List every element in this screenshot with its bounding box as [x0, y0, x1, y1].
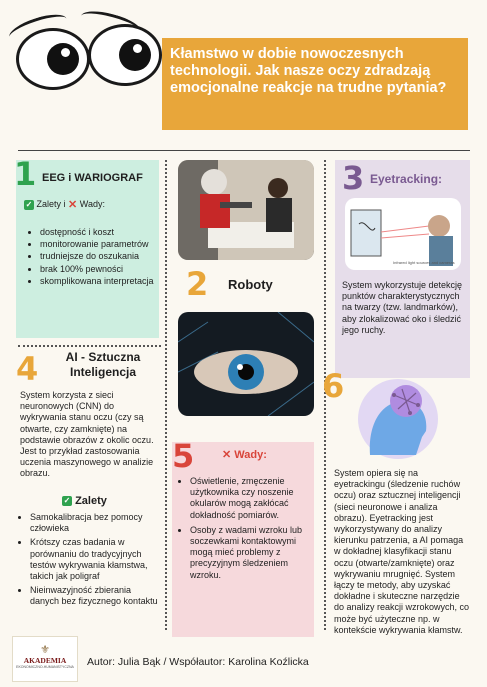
divider: [18, 345, 161, 347]
right-eye-icon: [88, 24, 162, 86]
diagram-caption: Infrared light sources and cameras: [393, 260, 455, 265]
list-item: • skomplikowana interpretacja: [40, 276, 156, 287]
list-item: • Oświetlenie, zmęczenie użytkownika czy noszenie okularów mogą zakłócać dokładność pomiarów.: [190, 476, 310, 521]
divider: [18, 150, 470, 151]
list-item: • Krótszy czas badania w porównaniu do tradycyjnych testów wykrywania kłamstwa, takich jak poligraf: [30, 537, 162, 582]
eye-photo: [178, 312, 314, 416]
pros-list: [18, 512, 162, 609]
page-title: Kłamstwo w dobie nowoczesnych technologii. Jak nasze oczy zdradzają emocjonalne reakcje na trudne pytania?: [162, 38, 468, 130]
cross-icon: ✕: [68, 198, 78, 211]
list-item: • monitorowanie parametrów: [40, 239, 156, 250]
section-title: Roboty: [228, 277, 273, 292]
section-number: 6: [322, 367, 345, 405]
left-eye-icon: [16, 28, 90, 90]
check-icon: ✓: [25, 199, 33, 209]
robot-photo: [178, 160, 314, 260]
section-title: AI - Sztuczna Inteligencja: [65, 350, 141, 379]
list-item: • dostępność i koszt: [40, 227, 156, 238]
eeg-list: [28, 227, 156, 288]
list-item: • Samokalibracja bez pomocy człowieka: [30, 512, 162, 534]
divider: [165, 160, 167, 630]
section-number: 3: [342, 159, 365, 197]
list-item: • brak 100% pewności: [40, 264, 156, 275]
section-title: Eyetracking:: [370, 172, 443, 186]
section-number: 2: [186, 265, 209, 303]
cross-icon: ✕: [222, 449, 232, 462]
list-item: • Osoby z wadami wzroku lub soczewkami kontaktowymi mogą mieć problemy z precyzyjnym śledzeniem wzroku.: [190, 525, 310, 581]
ai-head-illustration: [350, 375, 440, 465]
pros-heading: ✓ Zalety: [63, 495, 107, 507]
check-icon: ✓: [63, 496, 71, 506]
academy-logo: ⚜ AKADEMIA EKONOMICZNO-HUMANISTYCZNA: [12, 636, 78, 682]
section-title: ✕ Wady:: [222, 449, 267, 462]
section-title: EEG i WARIOGRAF: [42, 172, 143, 184]
cartoon-eyes: [0, 0, 170, 100]
logo-subtitle: EKONOMICZNO-HUMANISTYCZNA: [16, 665, 74, 669]
pros-cons-label: ✓ Zalety i ✕ Wady:: [25, 198, 105, 211]
section-number: 4: [16, 350, 39, 388]
authors: Autor: Julia Bąk / Współautor: Karolina Koźlicka: [87, 656, 309, 668]
section-text: System wykorzystuje detekcję punktów charakterystycznych na twarzy (tzw. landmarków), aby zlokalizować oko i śledzić jego ruchy.: [342, 280, 463, 335]
section-text: System korzysta z sieci neuronowych (CNN) do wykrywania stanu oczu (czy są otwarte, czy zamknięte) na podstawie obrazów z okolic oczu. Jest to przykład zastosowania uczenia maszynowego w analizie obrazu.: [20, 390, 154, 479]
section-number: 1: [14, 155, 37, 193]
section-number: 5: [172, 437, 195, 475]
cons-list: [178, 476, 310, 582]
list-item: • Nieinwazyjność zbierania danych bez fizycznego kontaktu: [30, 585, 162, 607]
list-item: • trudniejsze do oszukania: [40, 251, 156, 262]
section-text: System opiera się na eyetrackingu (śledzenie ruchów oczu) oraz sztucznej inteligencji (sieci neuronowe i analiza obrazu). Eyetracking jest wykorzystywany do analizy kierunku patrzenia, a AI pomaga w dokładnej klasyfikacji stanu oczu (otwarte/zamknięte) oraz wykrywaniu mrugnięć. System łączy te metody, aby uzyskać dokładne i skuteczne narzędzie do analizy reakcji wzrokowych, co może być użyteczne np. w kontekście wykrywania kłamstw.: [334, 468, 470, 635]
logo-title: AKADEMIA: [23, 656, 67, 665]
eyetracking-diagram: [345, 198, 461, 270]
